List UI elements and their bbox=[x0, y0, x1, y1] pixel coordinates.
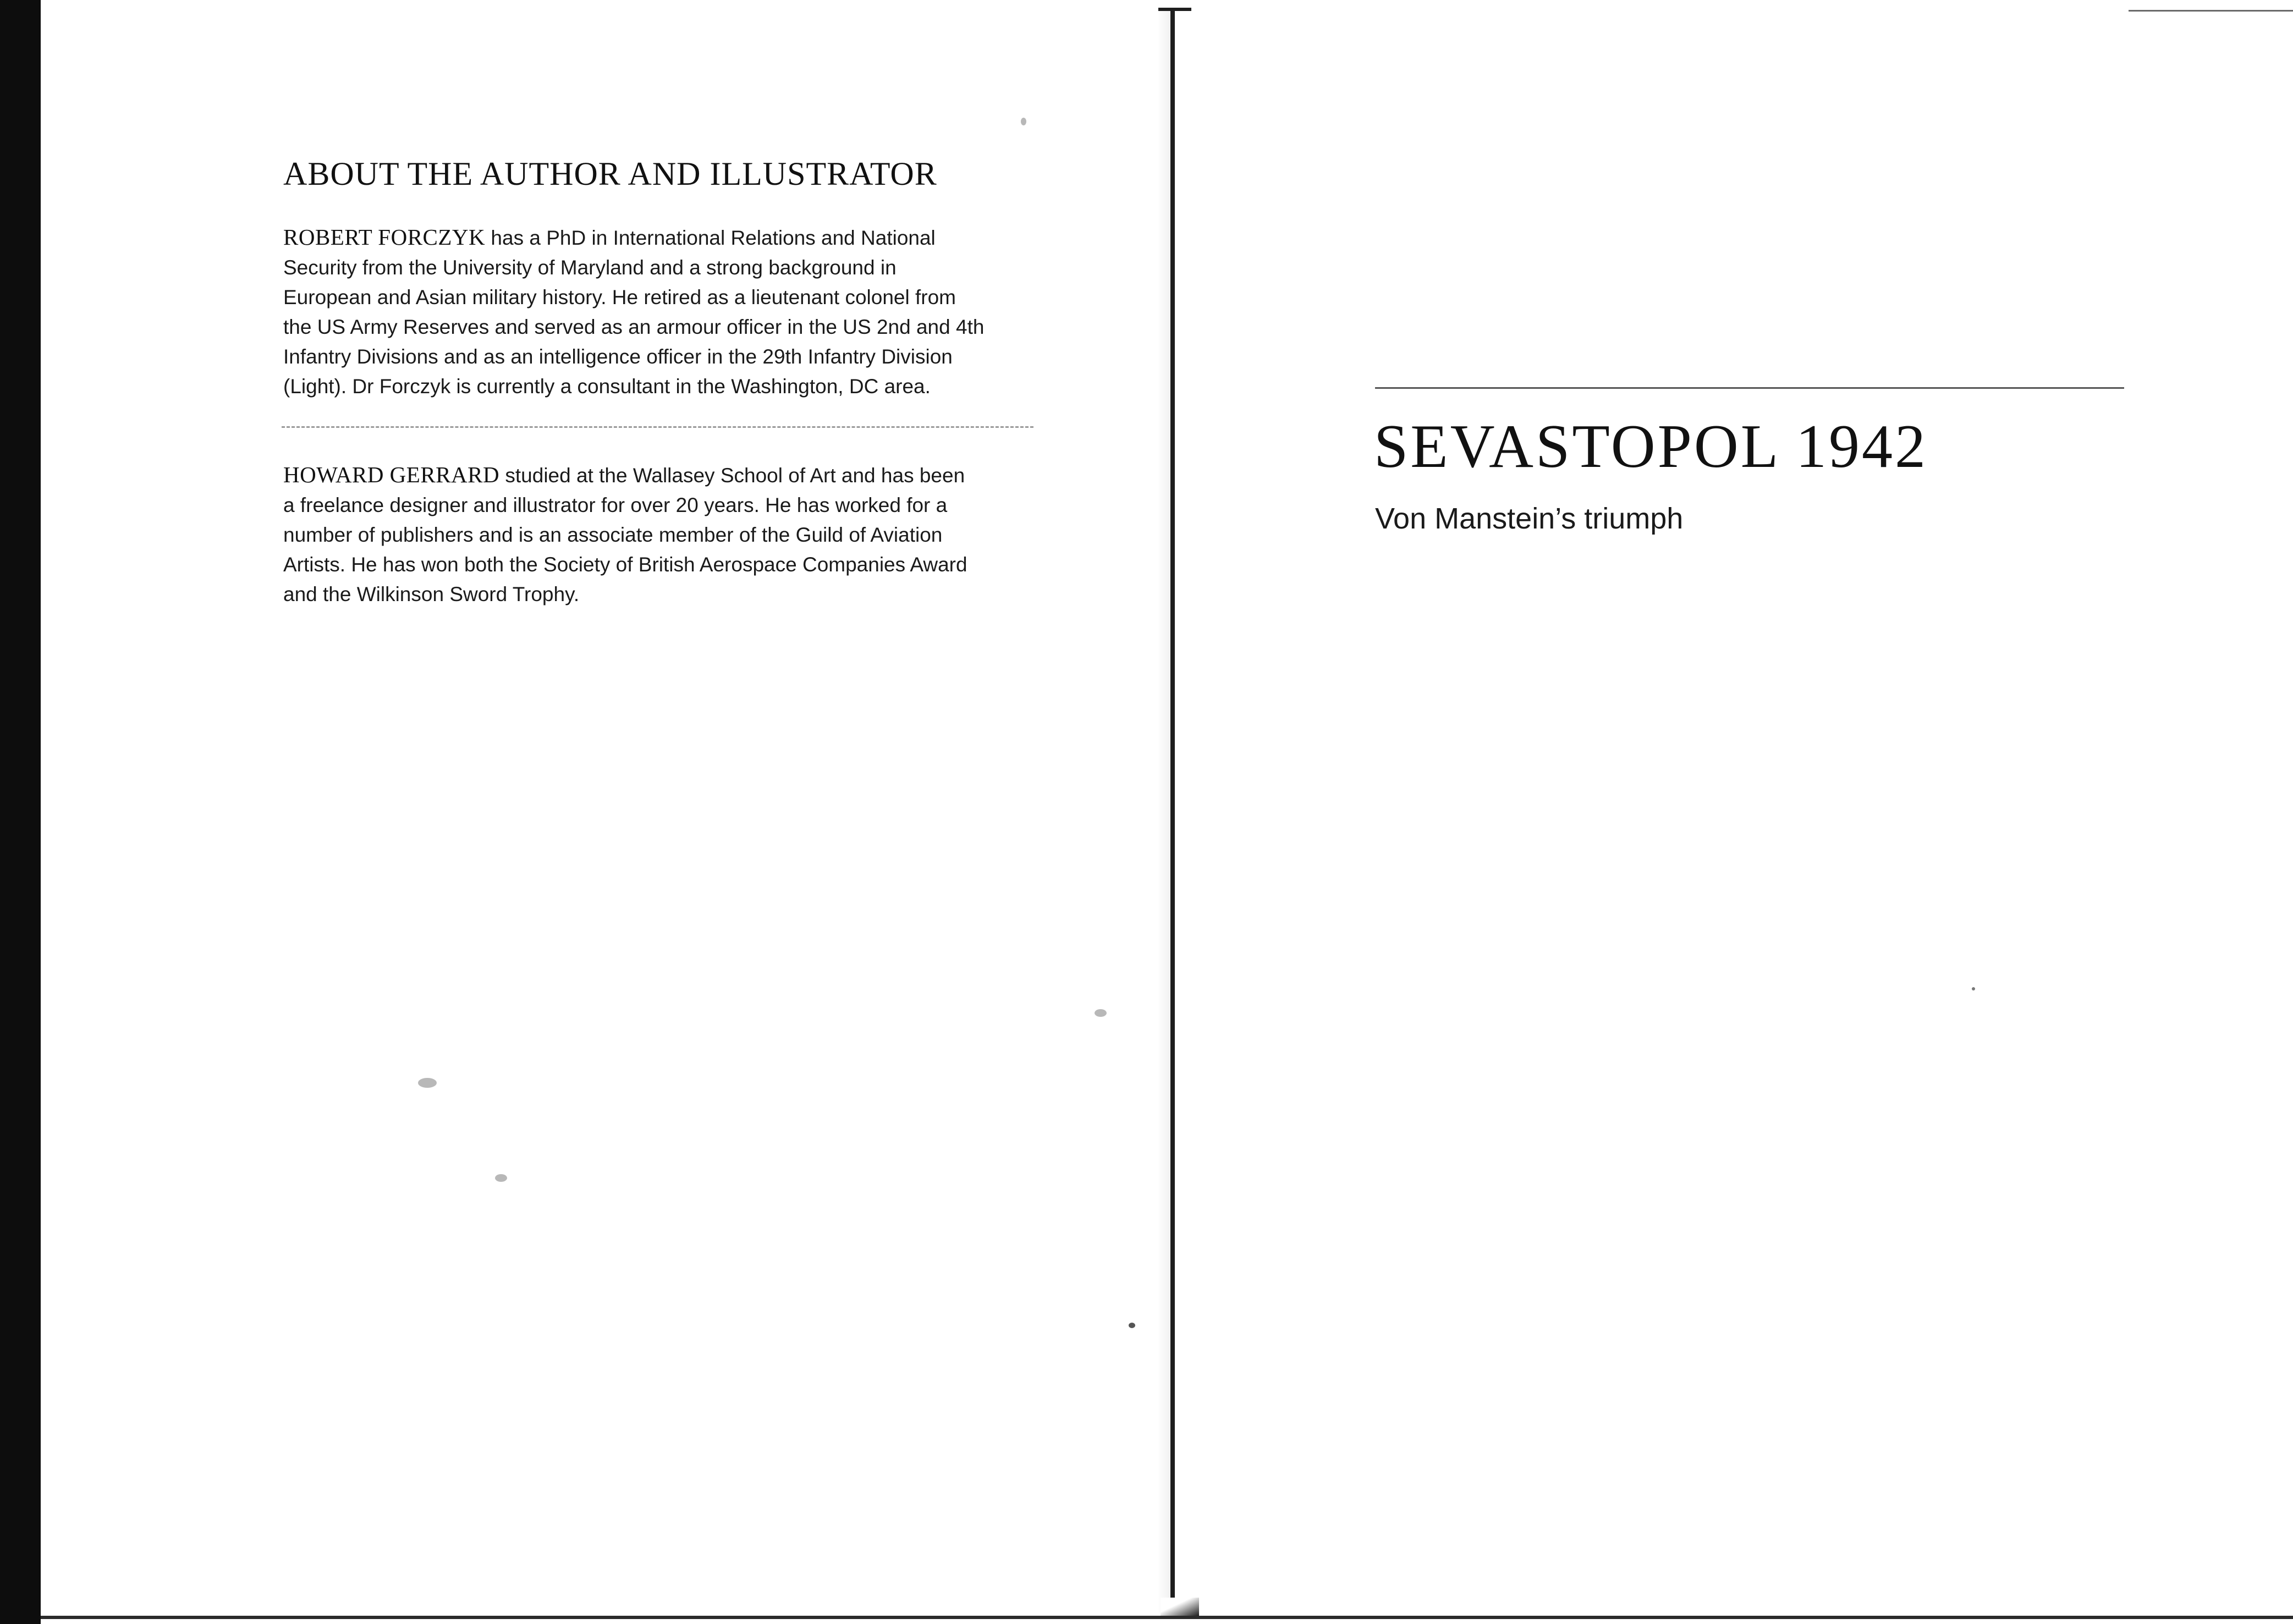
author-bio-line: the US Army Reserves and served as an armour officer in the US 2nd and 4th bbox=[283, 316, 985, 338]
scan-speck bbox=[1021, 118, 1026, 125]
about-heading: ABOUT THE AUTHOR AND ILLUSTRATOR bbox=[283, 156, 937, 192]
illustrator-bio-line: Artists. He has won both the Society of British Aerospace Companies Award bbox=[283, 553, 967, 576]
illustrator-name: HOWARD GERRARD bbox=[283, 462, 500, 487]
scan-top-right-edge bbox=[2129, 10, 2293, 12]
scan-left-edge bbox=[0, 0, 41, 1624]
scan-speck bbox=[1129, 1323, 1135, 1328]
illustrator-bio-line: a freelance designer and illustrator for over 20 years. He has worked for a bbox=[283, 494, 948, 516]
scan-speck bbox=[418, 1078, 437, 1088]
title-rule bbox=[1375, 387, 2124, 389]
scan-speck bbox=[1972, 987, 1975, 990]
illustrator-bio bbox=[283, 460, 1042, 609]
author-bio-line: European and Asian military history. He retired as a lieutenant colonel from bbox=[283, 286, 956, 309]
spine-top-edge bbox=[1158, 8, 1191, 11]
spine-shadow bbox=[1157, 8, 1170, 1616]
author-bio bbox=[283, 222, 1042, 401]
illustrator-bio-line: studied at the Wallasey School of Art and has been bbox=[499, 464, 965, 487]
book-title: SEVASTOPOL 1942 bbox=[1374, 412, 1928, 481]
bio-divider bbox=[282, 426, 1033, 428]
spine-bottom-edge bbox=[1161, 1598, 1199, 1616]
author-name: ROBERT FORCZYK bbox=[283, 224, 486, 250]
illustrator-bio-line: number of publishers and is an associate member of the Guild of Aviation bbox=[283, 524, 943, 546]
author-bio-line: Infantry Divisions and as an intelligence officer in the 29th Infantry Division bbox=[283, 345, 953, 368]
author-bio-line: (Light). Dr Forczyk is currently a consultant in the Washington, DC area. bbox=[283, 375, 931, 398]
scan-speck bbox=[495, 1174, 507, 1182]
book-spine bbox=[1170, 8, 1175, 1616]
scan-bottom-margin bbox=[41, 1619, 2293, 1624]
scan-speck bbox=[1095, 1009, 1107, 1017]
author-bio-line: has a PhD in International Relations and National bbox=[485, 227, 936, 249]
author-bio-line: Security from the University of Maryland and a strong background in bbox=[283, 256, 897, 279]
illustrator-bio-line: and the Wilkinson Sword Trophy. bbox=[283, 583, 580, 605]
book-subtitle: Von Manstein’s triumph bbox=[1375, 502, 1684, 535]
